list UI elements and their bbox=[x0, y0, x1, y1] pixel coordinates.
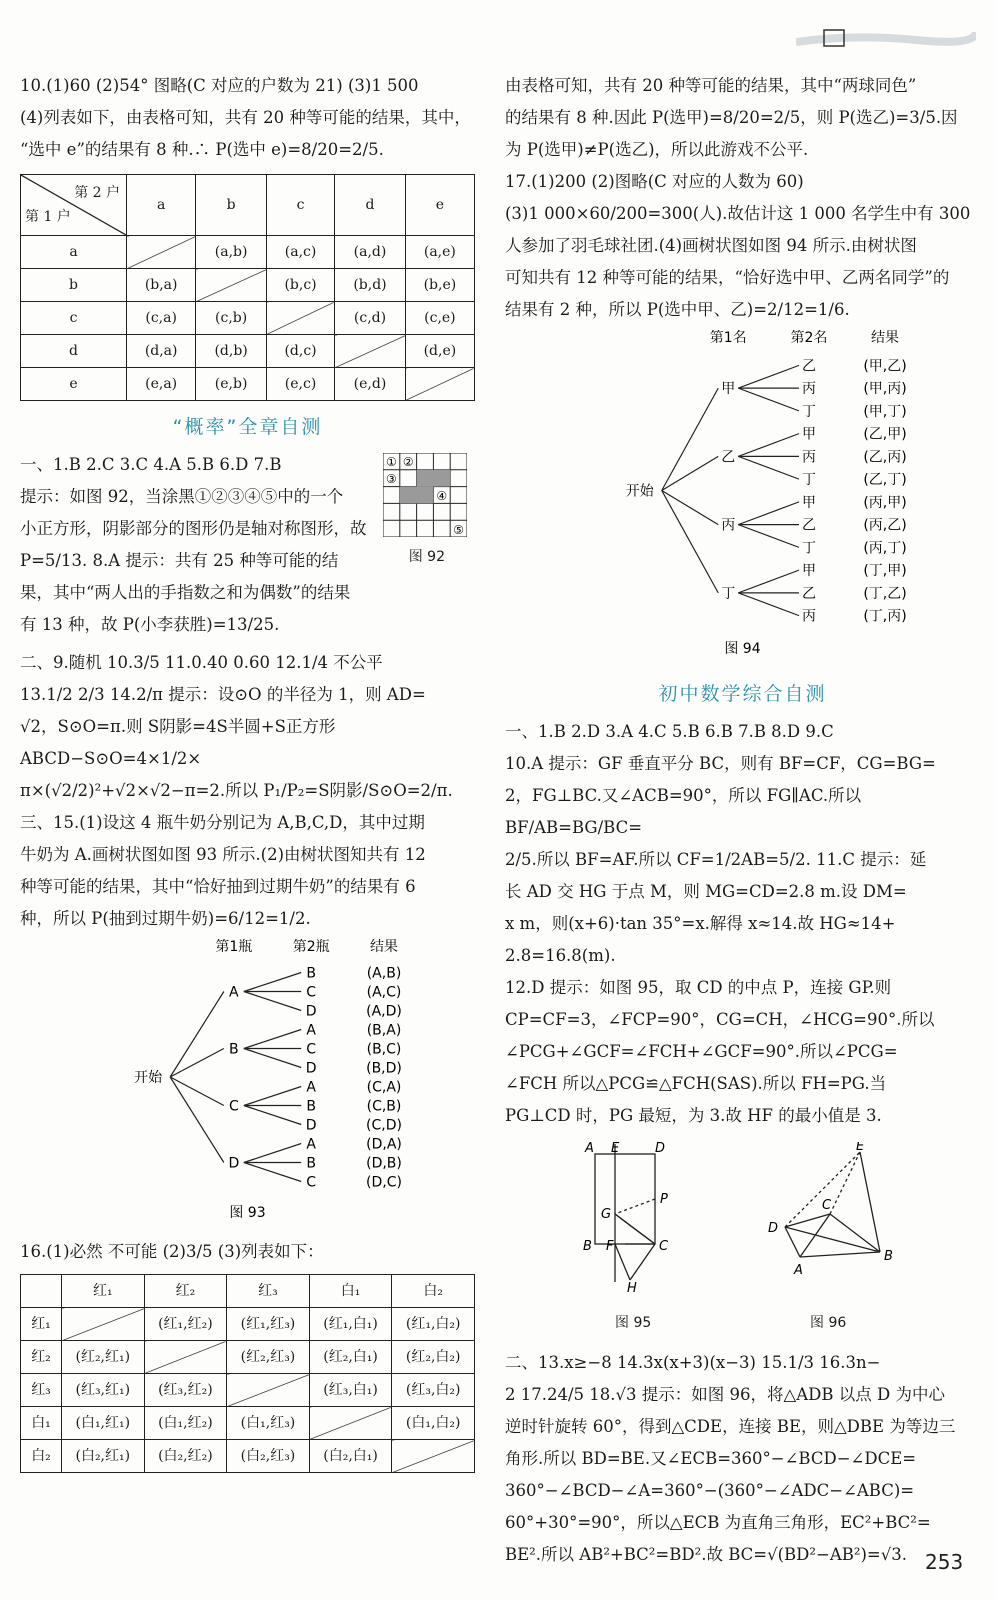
figure-95 bbox=[575, 1142, 705, 1292]
tree-result: (甲,乙) bbox=[863, 358, 907, 375]
text-line: π×(√2/2)²+√2×√2−π=2.所以 P₁/P₂=S阴影/S⊙O=2/π. bbox=[20, 781, 453, 800]
cell: (红₂,白₁) bbox=[309, 1341, 392, 1374]
tree-edge bbox=[170, 992, 224, 1078]
tree-edge bbox=[738, 570, 799, 593]
tree-leaf: 丙 bbox=[802, 381, 816, 398]
tree-result: (B,D) bbox=[366, 1060, 402, 1077]
tree-edge bbox=[244, 1049, 301, 1068]
row-header: a bbox=[21, 236, 127, 269]
text-line: 360°−∠BCD−∠A=360°−(360°−∠ADC−∠ABC)= bbox=[505, 1481, 915, 1500]
tree-leaf: 丁 bbox=[802, 403, 816, 420]
text-line: 小正方形，阴影部分的图形仍是轴对称图形，故 bbox=[20, 519, 367, 538]
tree-result: (丙,甲) bbox=[863, 494, 907, 511]
diag-cell bbox=[127, 236, 196, 269]
text-line: 10.A 提示：GF 垂直平分 BC，则有 BF=CF，CG=BG= bbox=[505, 754, 936, 773]
table-row bbox=[21, 1374, 475, 1407]
text-line: 三、15.(1)设这 4 瓶牛奶分别记为 A,B,C,D，其中过期 bbox=[20, 813, 425, 832]
text-line: 17.(1)200 (2)图略(C 对应的人数为 60) bbox=[505, 172, 804, 191]
corner-bottom: 第 1 户 bbox=[25, 209, 71, 225]
cell: (白₁,红₂) bbox=[144, 1407, 227, 1440]
text-line: 有 13 种，故 P(小李获胜)=13/25. bbox=[20, 615, 280, 634]
tree-edge bbox=[244, 992, 301, 1011]
text-line: 种等可能的结果，其中“恰好抽到过期牛奶”的结果有 6 bbox=[20, 877, 416, 896]
table-row bbox=[21, 269, 475, 302]
diag-cell bbox=[309, 1407, 392, 1440]
tree-caption: 图 93 bbox=[229, 1205, 266, 1221]
col-header: c bbox=[266, 175, 334, 236]
cell: (c,a) bbox=[127, 302, 196, 335]
text-line: BE².所以 AB²+BC²=BD².故 BC=√(BD²−AB²)=√3. bbox=[505, 1545, 908, 1564]
tree-edge bbox=[244, 1163, 301, 1182]
text-line: 牛奶为 A.画树状图如图 93 所示.(2)由树状图知共有 12 bbox=[20, 845, 426, 864]
tree-edge bbox=[738, 388, 799, 411]
tree-edge bbox=[244, 1106, 301, 1125]
point-label: F bbox=[606, 1239, 614, 1254]
diag-cell bbox=[266, 302, 334, 335]
diag-cell bbox=[335, 335, 406, 368]
tree-edge bbox=[662, 388, 719, 490]
point-label: G bbox=[601, 1207, 612, 1222]
grid-mark: ② bbox=[402, 455, 414, 469]
row-header: 红₃ bbox=[21, 1374, 62, 1407]
cell: (b,d) bbox=[335, 269, 406, 302]
text-line: 可知共有 12 种等可能的结果，“恰好选中甲、乙两名同学”的 bbox=[505, 268, 950, 287]
corner-cell bbox=[21, 175, 127, 236]
tree-leaf: C bbox=[306, 1041, 317, 1058]
cell: (e,c) bbox=[266, 368, 334, 401]
fig96-caption: 图 96 bbox=[810, 1315, 847, 1331]
tree-result: (乙,甲) bbox=[863, 426, 907, 443]
right-column bbox=[505, 70, 980, 1571]
tree-leaf: 甲 bbox=[802, 563, 816, 580]
point-label: E bbox=[856, 1142, 865, 1154]
fig-captions bbox=[505, 1307, 980, 1333]
text-line: 角形.所以 BD=BE.又∠ECB=360°−∠BCD−∠DCE= bbox=[505, 1449, 917, 1468]
fig92-caption: 图 92 bbox=[408, 549, 445, 565]
tree-leaf: 甲 bbox=[802, 494, 816, 511]
cell: (红₂,红₃) bbox=[227, 1341, 310, 1374]
point-label: C bbox=[822, 1198, 832, 1213]
cell: (红₂,红₁) bbox=[62, 1341, 145, 1374]
section-title: 初中数学综合自测 bbox=[658, 683, 827, 705]
tree-edge bbox=[244, 1030, 301, 1049]
figure-96 bbox=[760, 1142, 910, 1292]
table-row bbox=[21, 1407, 475, 1440]
text-line: 结果有 2 种，所以 P(选中甲、乙)=2/12=1/6. bbox=[505, 300, 850, 319]
grid-mark: ③ bbox=[386, 472, 397, 486]
tree-header: 结果 bbox=[871, 330, 899, 346]
cell: (红₁,红₃) bbox=[227, 1308, 310, 1341]
tree-node: 甲 bbox=[721, 381, 736, 398]
text-line: 果，其中“两人出的手指数之和为偶数”的结果 bbox=[20, 583, 351, 602]
point-label: E bbox=[611, 1142, 620, 1156]
cell: (白₂,红₃) bbox=[227, 1440, 310, 1473]
fig95-caption: 图 95 bbox=[615, 1315, 652, 1331]
tree-leaf: 甲 bbox=[802, 426, 816, 443]
table-row bbox=[21, 1440, 475, 1473]
point-label: B bbox=[884, 1249, 893, 1264]
tree-leaf: D bbox=[305, 1060, 317, 1077]
tree-result: (A,D) bbox=[366, 1003, 402, 1020]
tree-leaf: 乙 bbox=[802, 358, 816, 375]
text-line: 长 AD 交 HG 于点 M，则 MG=CD=2.8 m.设 DM= bbox=[505, 882, 907, 901]
figures-95-96 bbox=[505, 1132, 980, 1307]
cell: (红₃,白₁) bbox=[309, 1374, 392, 1407]
cell: (a,c) bbox=[266, 236, 334, 269]
tree-diagram-93 bbox=[20, 935, 475, 1225]
text-line: √2，S⊙O=π.则 S阴影=4S半圆+S正方形ABCD−S⊙O=4×1/2× bbox=[20, 717, 336, 768]
tree-leaf: B bbox=[306, 1098, 317, 1115]
row-header: 白₁ bbox=[21, 1407, 62, 1440]
tree-caption: 图 94 bbox=[724, 641, 761, 657]
tree-edge bbox=[662, 491, 719, 593]
tree-node: 丙 bbox=[721, 517, 736, 534]
tree-start: 开始 bbox=[134, 1070, 163, 1086]
tree-header: 第2名 bbox=[790, 330, 828, 346]
point-label: P bbox=[660, 1192, 668, 1207]
tree-leaf: B bbox=[306, 965, 317, 982]
table-row bbox=[21, 335, 475, 368]
text-line: 种，所以 P(抽到过期牛奶)=6/12=1/2. bbox=[20, 909, 311, 928]
tree-leaf: 丁 bbox=[802, 540, 816, 557]
cell: (白₂,红₂) bbox=[144, 1440, 227, 1473]
corner-cell bbox=[21, 1275, 62, 1308]
cell: (白₁,红₃) bbox=[227, 1407, 310, 1440]
tree-edge bbox=[738, 456, 799, 479]
tree-diagram-94 bbox=[505, 326, 980, 661]
tree-result: (丁,甲) bbox=[863, 563, 907, 580]
diag-cell bbox=[392, 1440, 475, 1473]
text-line: 2，FG⊥BC.又∠ACB=90°，所以 FG∥AC.所以 BF/AB=BG/BC= bbox=[505, 786, 862, 837]
point-label: B bbox=[583, 1239, 592, 1254]
cell: (e,d) bbox=[335, 368, 406, 401]
left-column bbox=[20, 70, 475, 1479]
tree-leaf: B bbox=[306, 1155, 317, 1172]
tree-edge bbox=[170, 1077, 224, 1106]
col-header: 白₂ bbox=[392, 1275, 475, 1308]
tree-leaf: A bbox=[306, 1136, 316, 1153]
cell: (b,a) bbox=[127, 269, 196, 302]
tree-result: (C,B) bbox=[366, 1098, 402, 1115]
cell: (红₁,白₁) bbox=[309, 1308, 392, 1341]
text-line: ∠FCH 所以△PCG≌△FCH(SAS).所以 FH=PG.当 bbox=[505, 1074, 887, 1093]
cell: (c,e) bbox=[405, 302, 474, 335]
point-label: A bbox=[794, 1263, 803, 1278]
table-row bbox=[21, 1341, 475, 1374]
cell: (d,e) bbox=[405, 335, 474, 368]
cell: (c,d) bbox=[335, 302, 406, 335]
text-line: 2.8=16.8(m). bbox=[505, 946, 616, 965]
text-line: ∠PCG+∠GCF=∠FCH+∠GCF=90°.所以∠PCG= bbox=[505, 1042, 898, 1061]
col-header: 红₂ bbox=[144, 1275, 227, 1308]
text-line: 16.(1)必然 不可能 (2)3/5 (3)列表如下： bbox=[20, 1242, 324, 1261]
text-line: (3)1 000×60/200=300(人).故估计这 1 000 名学生中有 300 bbox=[505, 204, 971, 223]
text-line: 一、1.B 2.C 3.C 4.A 5.B 6.D 7.B bbox=[20, 455, 282, 474]
table-row bbox=[21, 302, 475, 335]
q10-line: 10.(1)60 (2)54° 图略(C 对应的户数为 21) (3)1 500 bbox=[20, 76, 419, 95]
tree-header: 结果 bbox=[370, 939, 398, 955]
cell: (红₁,红₂) bbox=[144, 1308, 227, 1341]
tree-result: (B,C) bbox=[366, 1041, 402, 1058]
cell: (d,a) bbox=[127, 335, 196, 368]
tree-edge bbox=[244, 973, 301, 992]
tree-result: (C,A) bbox=[366, 1079, 402, 1096]
ball-table bbox=[20, 1274, 475, 1473]
text-line: 60°+30°=90°，所以△ECB 为直角三角形，EC²+BC²= bbox=[505, 1513, 931, 1532]
text-line: CP=CF=3，∠FCP=90°，CG=CH，∠HCG=90°.所以 bbox=[505, 1010, 935, 1029]
text-line: 人参加了羽毛球社团.(4)画树状图如图 94 所示.由树状图 bbox=[505, 236, 917, 255]
cell: (a,d) bbox=[335, 236, 406, 269]
tree-header: 第2瓶 bbox=[292, 939, 330, 955]
tree-result: (B,A) bbox=[366, 1022, 402, 1039]
tree-node: A bbox=[229, 984, 239, 1001]
tree-result: (丁,乙) bbox=[863, 585, 907, 602]
row-header: c bbox=[21, 302, 127, 335]
tree-result: (甲,丁) bbox=[863, 403, 907, 420]
cell: (红₃,红₂) bbox=[144, 1374, 227, 1407]
col-header: d bbox=[335, 175, 406, 236]
tree-edge bbox=[738, 502, 799, 525]
tree-edge bbox=[738, 525, 799, 548]
tree-result: (丙,丁) bbox=[863, 540, 907, 557]
cell: (白₂,白₁) bbox=[309, 1440, 392, 1473]
section-title: “概率”全章自测 bbox=[172, 416, 323, 438]
text-line: x m，则(x+6)·tan 35°=x.解得 x≈14.故 HG≈14+ bbox=[505, 914, 896, 933]
point-label: D bbox=[655, 1142, 666, 1156]
tree-node: B bbox=[229, 1041, 239, 1058]
col-header: 白₁ bbox=[309, 1275, 392, 1308]
cell: (红₂,白₂) bbox=[392, 1341, 475, 1374]
text-line: 一、1.B 2.D 3.A 4.C 5.B 6.B 7.B 8.D 9.C bbox=[505, 722, 834, 741]
q10-line: (4)列表如下，由表格可知，共有 20 种等可能的结果，其中， bbox=[20, 108, 471, 127]
col-header: 红₁ bbox=[62, 1275, 145, 1308]
tree-leaf: A bbox=[306, 1079, 316, 1096]
grid-mark: ① bbox=[386, 455, 397, 469]
text-line: 13.1/2 2/3 14.2/π 提示：设⊙O 的半径为 1，则 AD= bbox=[20, 685, 426, 704]
header-decoration bbox=[796, 14, 976, 54]
cell: (白₂,红₁) bbox=[62, 1440, 145, 1473]
tree-node: 丁 bbox=[721, 585, 736, 602]
q10-line: “选中 e”的结果有 8 种.∴ P(选中 e)=8/20=2/5. bbox=[20, 140, 384, 159]
tree-edge bbox=[738, 593, 799, 616]
diag-cell bbox=[196, 269, 267, 302]
tree-leaf: 乙 bbox=[802, 585, 816, 602]
cell: (白₁,红₁) bbox=[62, 1407, 145, 1440]
cell: (e,a) bbox=[127, 368, 196, 401]
point-label: A bbox=[585, 1142, 594, 1156]
tree-result: (丁,丙) bbox=[863, 608, 907, 625]
tree-edge bbox=[170, 1049, 224, 1078]
col-header: 红₃ bbox=[227, 1275, 310, 1308]
cell: (d,c) bbox=[266, 335, 334, 368]
text-line: 提示：如图 92，当涂黑①②③④⑤中的一个 bbox=[20, 487, 344, 506]
cell: (白₁,白₂) bbox=[392, 1407, 475, 1440]
row-header: 红₁ bbox=[21, 1308, 62, 1341]
tree-node: 乙 bbox=[721, 449, 736, 466]
col-header: b bbox=[196, 175, 267, 236]
tree-edge bbox=[662, 456, 719, 490]
tree-leaf: 丙 bbox=[802, 449, 816, 466]
tree-header: 第1名 bbox=[709, 330, 747, 346]
cell: (红₁,白₂) bbox=[392, 1308, 475, 1341]
tree-edge bbox=[244, 1087, 301, 1106]
table-row bbox=[21, 368, 475, 401]
tree-result: (C,D) bbox=[366, 1117, 402, 1134]
text-line: 二、13.x≥−8 14.3x(x+3)(x−3) 15.1/3 16.3n− bbox=[505, 1353, 881, 1372]
text-line: 2 17.24/5 18.√3 提示：如图 96，将△ADB 以点 D 为中心 bbox=[505, 1385, 945, 1404]
row-header: d bbox=[21, 335, 127, 368]
text-line: 的结果有 8 种.因此 P(选甲)=8/20=2/5，则 P(选乙)=3/5.因 bbox=[505, 108, 958, 127]
grid-figure-92 bbox=[383, 453, 467, 537]
tree-leaf: C bbox=[306, 984, 317, 1001]
diag-cell bbox=[227, 1374, 310, 1407]
text-line: 逆时针旋转 60°，得到△CDE，连接 BE，则△DBE 为等边三 bbox=[505, 1417, 956, 1436]
tree-header: 第1瓶 bbox=[215, 939, 253, 955]
row-header: b bbox=[21, 269, 127, 302]
col-header: a bbox=[127, 175, 196, 236]
cell: (b,e) bbox=[405, 269, 474, 302]
grid-mark: ④ bbox=[436, 489, 448, 503]
tree-node: C bbox=[228, 1098, 239, 1115]
tree-edge bbox=[738, 365, 799, 388]
household-table bbox=[20, 174, 475, 401]
row-header: 红₂ bbox=[21, 1341, 62, 1374]
tree-start: 开始 bbox=[625, 483, 654, 500]
cell: (b,c) bbox=[266, 269, 334, 302]
tree-edge bbox=[244, 1144, 301, 1163]
tree-result: (乙,丙) bbox=[863, 449, 907, 466]
tree-edge bbox=[170, 1077, 224, 1163]
tree-result: (丙,乙) bbox=[863, 517, 907, 534]
text-line: 由表格可知，共有 20 种等可能的结果，其中“两球同色” bbox=[505, 76, 917, 95]
row-header: e bbox=[21, 368, 127, 401]
corner-top: 第 2 户 bbox=[74, 185, 120, 201]
row-header: 白₂ bbox=[21, 1440, 62, 1473]
tree-result: (D,C) bbox=[366, 1174, 402, 1191]
point-label: H bbox=[627, 1281, 637, 1292]
text-line: 12.D 提示：如图 95，取 CD 的中点 P，连接 GP.则 bbox=[505, 978, 892, 997]
text-line: P=5/13. 8.A 提示：共有 25 种等可能的结 bbox=[20, 551, 339, 570]
text-line: 二、9.随机 10.3/5 11.0.40 0.60 12.1/4 不公平 bbox=[20, 653, 383, 672]
text-line: 2/5.所以 BF=AF.所以 CF=1/2AB=5/2. 11.C 提示：延 bbox=[505, 850, 927, 869]
table-row bbox=[21, 236, 475, 269]
cell: (a,e) bbox=[405, 236, 474, 269]
point-label: C bbox=[659, 1239, 669, 1254]
cell: (红₃,红₁) bbox=[62, 1374, 145, 1407]
cell: (d,b) bbox=[196, 335, 267, 368]
cell: (红₃,白₂) bbox=[392, 1374, 475, 1407]
grid-mark: ⑤ bbox=[453, 523, 464, 537]
tree-leaf: A bbox=[306, 1022, 316, 1039]
diag-cell bbox=[144, 1341, 227, 1374]
tree-result: (A,B) bbox=[366, 965, 402, 982]
tree-edge bbox=[738, 434, 799, 457]
diag-cell bbox=[405, 368, 474, 401]
tree-result: (乙,丁) bbox=[863, 472, 907, 489]
q1-8-block bbox=[20, 449, 475, 641]
text-line: 为 P(选甲)≠P(选乙)，所以此游戏不公平. bbox=[505, 140, 809, 159]
table-row bbox=[21, 1308, 475, 1341]
tree-result: (D,A) bbox=[366, 1136, 402, 1153]
point-label: D bbox=[768, 1221, 779, 1236]
tree-result: (D,B) bbox=[366, 1155, 402, 1172]
tree-leaf: C bbox=[306, 1174, 317, 1191]
tree-node: D bbox=[228, 1155, 240, 1172]
cell: (e,b) bbox=[196, 368, 267, 401]
tree-leaf: 丁 bbox=[802, 472, 816, 489]
tree-leaf: D bbox=[305, 1003, 317, 1020]
tree-result: (A,C) bbox=[366, 984, 402, 1001]
tree-result: (甲,丙) bbox=[863, 381, 907, 398]
tree-leaf: 乙 bbox=[802, 517, 816, 534]
cell: (a,b) bbox=[196, 236, 267, 269]
page-number: 253 bbox=[925, 1550, 964, 1574]
col-header: e bbox=[405, 175, 474, 236]
tree-leaf: D bbox=[305, 1117, 317, 1134]
tree-edge bbox=[662, 491, 719, 525]
diag-cell bbox=[62, 1308, 145, 1341]
cell: (c,b) bbox=[196, 302, 267, 335]
text-line: PG⊥CD 时，PG 最短，为 3.故 HF 的最小值是 3. bbox=[505, 1106, 882, 1125]
tree-leaf: 丙 bbox=[802, 608, 816, 625]
